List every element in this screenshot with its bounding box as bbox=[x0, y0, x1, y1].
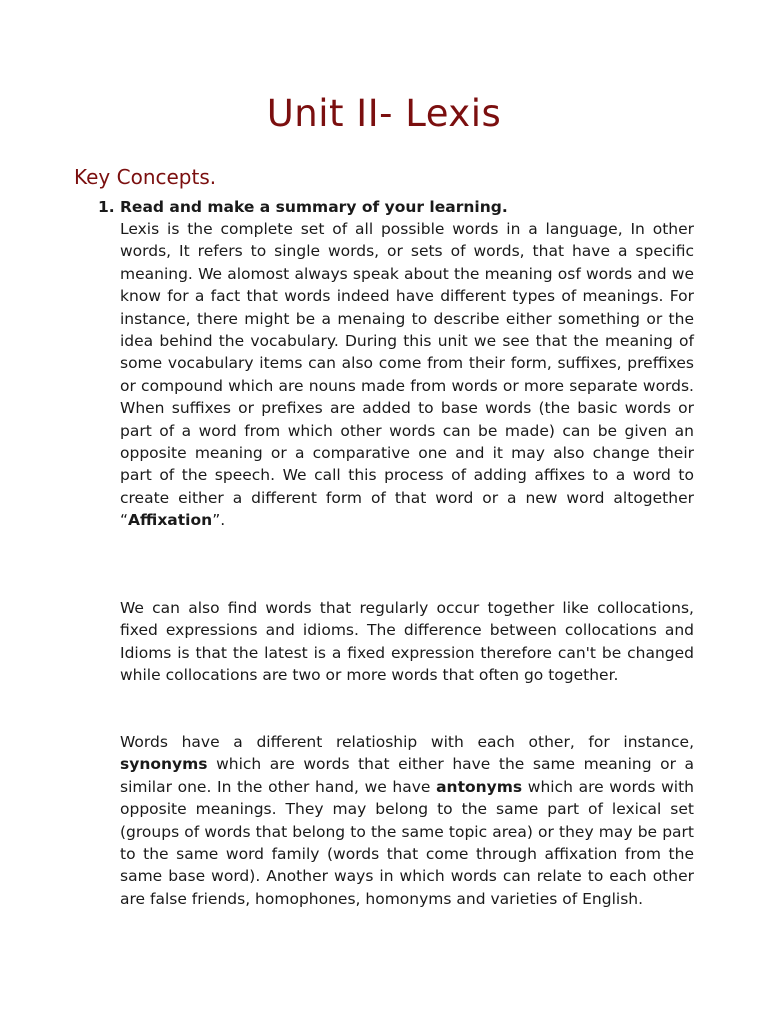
paragraph-relationships-c: which are words with opposite meanings. They may belong to the same part of lexical set (groups of words that belong to the same topic area) or they may be part to the same word family (words that come through affixation from the same base word). Another ways in which words can relate to each other are false friends, homophones, homonyms and varieties of English. bbox=[120, 777, 694, 908]
list-item-heading: Read and make a summary of your learning. bbox=[120, 198, 508, 216]
paragraph-relationships-b: which are words that either have the same meaning or a similar one. In the other hand, we have bbox=[120, 755, 694, 796]
paragraph-lexis-end: ”. bbox=[212, 511, 226, 530]
paragraph-lexis bbox=[120, 218, 694, 532]
list-item-number: 1. bbox=[98, 198, 115, 216]
paragraph-relationships bbox=[120, 731, 694, 910]
page-title: Unit II- Lexis bbox=[266, 92, 502, 135]
term-affixation: Affixation bbox=[128, 511, 213, 530]
section-heading: Key Concepts. bbox=[74, 165, 217, 189]
paragraph-relationships-a: Words have a different relatioship with each other, for instance, bbox=[120, 733, 694, 751]
paragraph-collocations: We can also find words that regularly occur together like collocations, fixed expressions and idioms. The difference between collocations and Idioms is that the latest is a fixed expression therefore can't be changed while collocations are two or more words that often go together. bbox=[120, 599, 694, 685]
term-antonyms: antonyms bbox=[436, 777, 523, 796]
paragraph-lexis-text: Lexis is the complete set of all possible words in a language, In other words, It refers to single words, or sets of words, that have a specific meaning. We alomost always speak about the meaning osf words and we know for a fact that words indeed have different types of meanings. For instance, there might be a menaing to describe either something or the idea behind the vocabulary. During this unit we see that the meaning of some vocabulary items can also come from their form, suffixes, preffixes or compound which are nouns made from words or more separate words. When suffixes or prefixes are added to base words (the basic words or part of a word from which other words can be made) can be given an opposite meaning or a comparative one and it may also change their part of the speech. We call this process of adding affixes to a word to create either a different form of that word or a new word altogether “ bbox=[120, 220, 694, 530]
term-synonyms: synonyms bbox=[120, 755, 208, 774]
